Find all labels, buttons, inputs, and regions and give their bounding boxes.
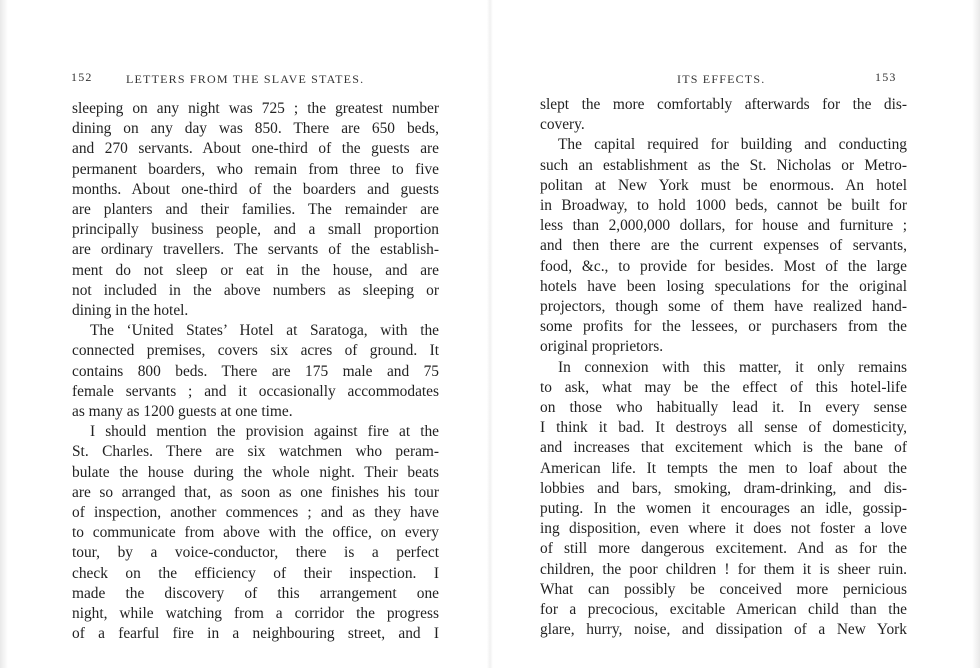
text-line: dining in the hotel. [72,302,189,320]
text-line: female servants ; and it occasionally accommodates [72,382,439,400]
left-page-number: 152 [71,70,93,84]
text-line: to communicate from above with the office, on every [72,524,439,542]
text-line: ing disposition, even where it does not foster a love [540,520,907,538]
text-line: contains 800 beds. There are 175 male and 75 [72,362,439,380]
text-line: slept the more comfortably afterwards for the dis- [540,96,907,113]
text-line: lobbies and bars, smoking, dram-drinking, and dis- [540,479,907,497]
text-line: are so arranged that, as soon as one finishes his tour [72,483,439,501]
text-line: American life. It tempts the men to loaf about the [540,459,907,477]
right-running-head: ITS EFFECTS. [677,72,766,86]
text-line: food, &c., to provide for besides. Most of the large [540,257,907,275]
text-line: St. Charles. There are six watchmen who peram- [72,443,439,461]
text-line: not included in the above numbers as sleeping or [72,281,439,299]
text-line: check on the efficiency of their inspection. I [72,564,439,582]
text-line: are planters and their families. The remainder are [72,201,439,219]
text-line: dining on any day was 850. There are 650 beds, [72,120,439,138]
right-page-number: 153 [875,70,897,84]
text-line: The ‘United States’ Hotel at Saratoga, with the [90,322,439,340]
left-page-body [72,99,439,644]
text-line: permanent boarders, who remain from three to five [72,160,439,178]
text-line: connected premises, covers six acres of ground. It [72,342,439,360]
text-line: tour, by a voice-conductor, there is a perfect [72,544,439,562]
text-line: ment do not sleep or eat in the house, and are [72,261,439,279]
text-line: bulate the house during the whole night. Their beats [72,463,439,481]
text-line: covery. [540,116,585,134]
text-line: of still more dangerous excitement. And as for the [540,540,907,558]
text-line: What can possibly be conceived more pernicious [540,580,907,598]
text-line: made the discovery of this arrangement one [72,584,439,602]
right-page-body [540,95,907,640]
text-line: some profits for the lessees, or purchasers from the [540,318,907,336]
text-line: principally business people, and a small proportion [72,221,439,239]
text-line: I think it bad. It destroys all sense of domesticity, [540,419,907,437]
text-line: children, the poor children ! for them it is sheer ruin. [540,560,907,578]
text-line: less than 2,000,000 dollars, for house and furniture ; [540,217,907,235]
text-line: sleeping on any night was 725 ; the greatest number [72,100,439,117]
text-line: glare, hurry, noise, and dissipation of a New York [540,621,907,639]
text-line: In connexion with this matter, it only remains [558,358,907,376]
text-line: months. About one-third of the boarders and guests [72,180,439,198]
text-line: night, while watching from a corridor the progress [72,605,439,623]
text-line: and 270 servants. About one-third of the guests are [72,140,439,158]
text-line: of a fearful fire in a neighbouring street, and I [72,625,439,643]
text-line: and increases that excitement which is the bane of [540,439,907,457]
text-line: projectors, though some of them have realized hand- [540,298,907,316]
text-line: in Broadway, to hold 1000 beds, cannot be built for [540,197,907,215]
text-line: politan at New York must be enormous. An hotel [540,176,907,194]
text-line: for a precocious, excitable American child than the [540,601,907,619]
text-line: to ask, what may be the effect of this hotel-life [540,378,907,396]
text-line: of inspection, another commences ; and as they have [72,504,439,522]
text-line: The capital required for building and conducting [558,136,907,154]
text-line: are ordinary travellers. The servants of the establish- [72,241,439,259]
text-line: as many as 1200 guests at one time. [72,403,293,421]
text-line: and then there are the current expenses of servants, [540,237,907,255]
text-line: on those who habitually lead it. In every sense [540,399,907,417]
text-line: hotels have been losing speculations for the original [540,277,907,295]
text-line: I should mention the provision against fire at the [90,423,439,441]
text-line: such an establishment as the St. Nicholas or Metro- [540,156,907,174]
left-running-head: LETTERS FROM THE SLAVE STATES. [126,72,365,86]
text-line: puting. In the women it encourages an idle, gossip- [540,500,907,518]
text-line: original proprietors. [540,338,664,356]
right-page [490,0,980,668]
